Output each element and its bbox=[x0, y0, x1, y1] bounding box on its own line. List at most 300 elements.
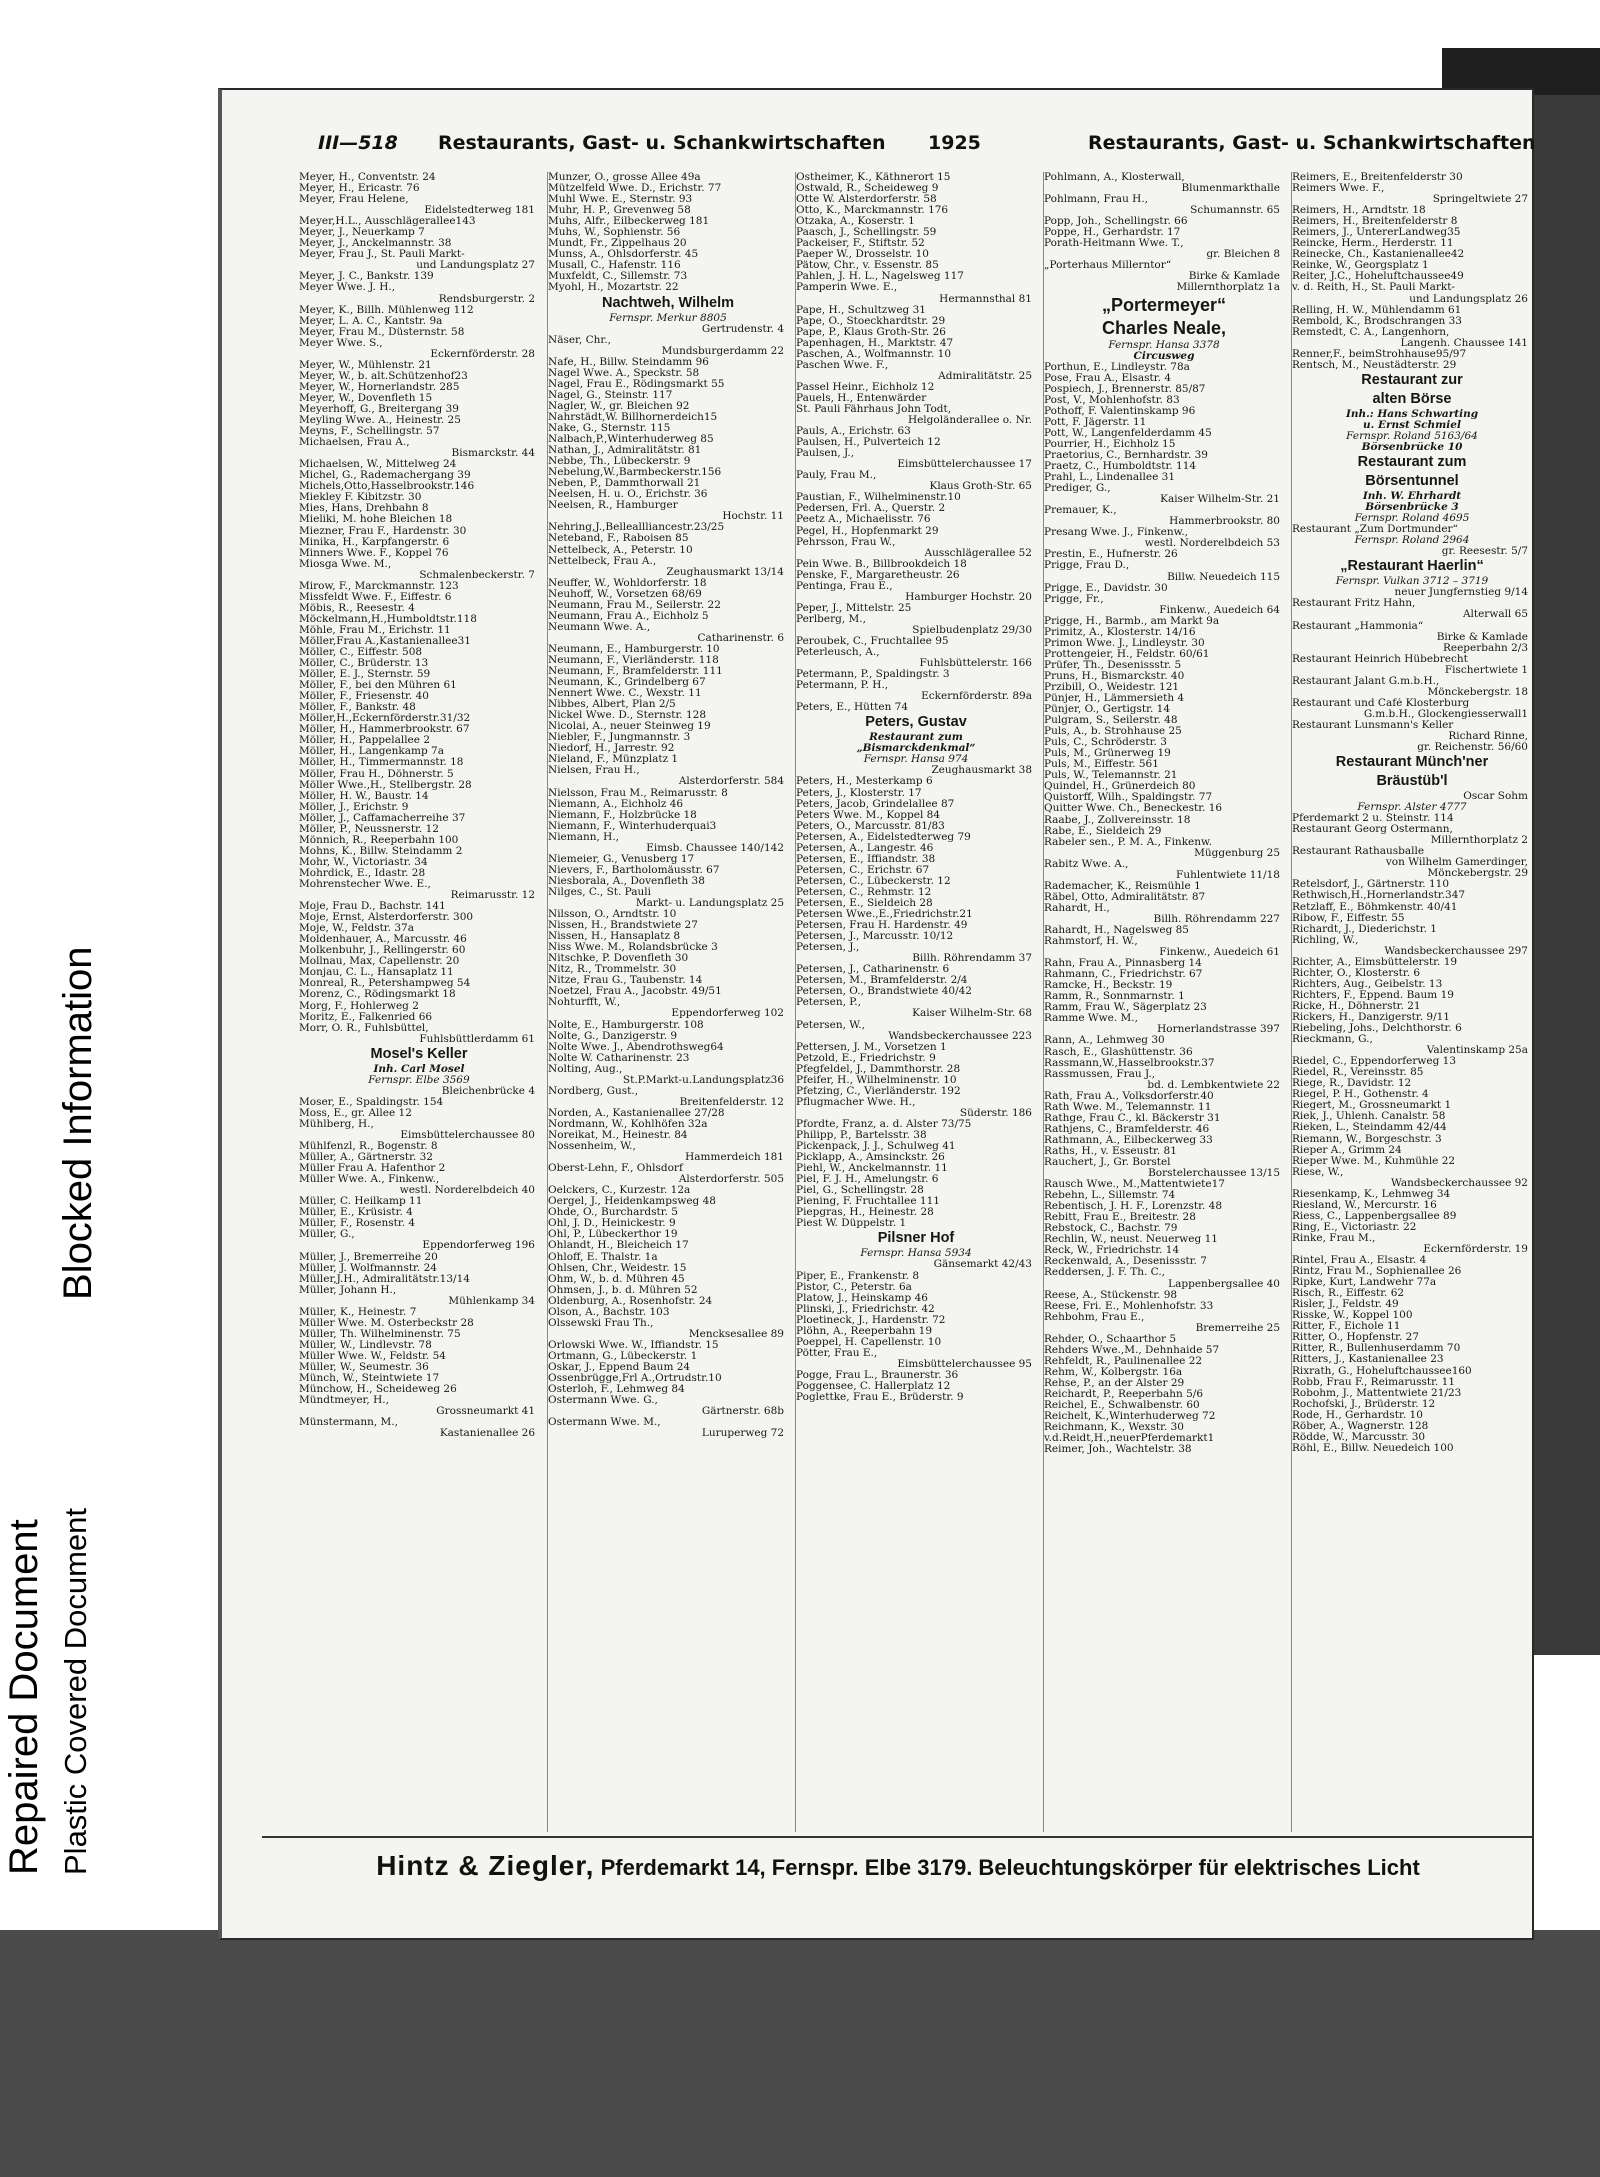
directory-entry: Noetzel, Frau A., Jacobstr. 49/51 bbox=[548, 986, 722, 998]
directory-entry: Ramme Wwe. M., bbox=[1044, 1013, 1138, 1025]
directory-entry: Reimers Wwe. F., bbox=[1292, 183, 1385, 195]
directory-entry: Möller, Frau H., Döhnerstr. 5 bbox=[299, 768, 454, 780]
directory-entry: Nievers, F., Bartholomäusstr. 67 bbox=[548, 864, 720, 876]
entry-continuation: Bleichenbrücke 4 bbox=[441, 1085, 535, 1097]
directory-entry: Müller, C. Heilkamp 11 bbox=[299, 1196, 423, 1208]
phone-line: Fernspr. Alster 4777 bbox=[1357, 802, 1467, 814]
entry-continuation: Zeughausmarkt 38 bbox=[931, 765, 1032, 777]
directory-entry: Mieliki, M. hohe Bleichen 18 bbox=[299, 514, 453, 526]
directory-entry: Müller, G., bbox=[299, 1229, 355, 1241]
directory-entry: Rausch Wwe., M.,Mattentwiete17 bbox=[1044, 1179, 1225, 1191]
directory-entry: Peters, J., Klosterstr. 17 bbox=[796, 787, 922, 799]
directory-entry: Restaurant „Zum Dortmunder“ bbox=[1292, 524, 1458, 536]
directory-entry: Nilsson, O., Arndtstr. 10 bbox=[548, 909, 677, 921]
directory-entry: Münstermann, M., bbox=[299, 1417, 398, 1429]
directory-entry: Piper, E., Frankenstr. 8 bbox=[796, 1270, 920, 1282]
directory-entry: Rath Wwe. M., Telemannstr. 11 bbox=[1044, 1101, 1212, 1113]
year: 1925 bbox=[928, 132, 981, 154]
directory-entry: Nettelbeck, Frau A., bbox=[548, 555, 657, 567]
entry-continuation: Alsterdorferstr. 584 bbox=[678, 776, 784, 788]
directory-entry: Monreal, R., Petershampweg 54 bbox=[299, 978, 471, 990]
entry-continuation: Mencksesallee 89 bbox=[688, 1328, 784, 1340]
directory-entry: Reichel, E., Schwalbenstr. 60 bbox=[1044, 1400, 1200, 1412]
directory-entry: Oberst-Lehn, F., Ohlsdorf bbox=[548, 1163, 683, 1175]
directory-entry: Möhle, Frau M., Erichstr. 11 bbox=[299, 624, 451, 636]
entry-continuation: Valentinskamp 25a bbox=[1426, 1045, 1528, 1057]
directory-entry: Meyer, K., Billh. Mühlenweg 112 bbox=[299, 304, 474, 316]
entry-continuation: Eimsbüttelerchaussee 95 bbox=[897, 1358, 1032, 1370]
entry-continuation: Hammerdeich 181 bbox=[685, 1152, 784, 1164]
directory-entry: Neumann, Frau A., Eichholz 5 bbox=[548, 610, 709, 622]
phone-line: Fernspr. Hansa 5934 bbox=[860, 1248, 972, 1260]
directory-entry: Restaurant und Café Klosterburg bbox=[1292, 697, 1470, 709]
entry-continuation: Langenh. Chaussee 141 bbox=[1400, 337, 1528, 349]
entry-continuation: Grossneumarkt 41 bbox=[436, 1406, 535, 1418]
directory-entry: Mollnau, Max, Capellenstr. 20 bbox=[299, 956, 460, 968]
directory-entry: Röhl, E., Billw. Neuedeich 100 bbox=[1292, 1442, 1454, 1454]
directory-entry: Perlberg, M., bbox=[796, 613, 866, 625]
directory-entry: Peters, Jacob, Grindelallee 87 bbox=[796, 798, 955, 810]
entry-continuation: Millernthorplatz 1a bbox=[1176, 282, 1280, 294]
entry-continuation: Catharinenstr. 6 bbox=[697, 632, 784, 644]
directory-entry: Meyer, H., Ericastr. 76 bbox=[299, 183, 420, 195]
footer-rule bbox=[262, 1836, 1534, 1838]
entry-continuation: Bismarckstr. 44 bbox=[451, 448, 535, 460]
directory-entry: Praetorius, C., Bernhardstr. 39 bbox=[1044, 449, 1208, 461]
directory-entry: Riemann, W., Borgeschstr. 3 bbox=[1292, 1133, 1442, 1145]
directory-entry: Norden, A., Kastanienallee 27/28 bbox=[548, 1107, 725, 1119]
directory-entry: Pott, W., Langenfelderdamm 45 bbox=[1044, 427, 1212, 439]
directory-entry: Morg, F., Hohlerweg 2 bbox=[299, 1000, 419, 1012]
directory-entry: Poglettke, Frau E., Brüderstr. 9 bbox=[796, 1392, 964, 1404]
directory-entry: Premauer, K., bbox=[1044, 505, 1117, 517]
phone-line: Fernspr. Hansa 974 bbox=[863, 754, 969, 766]
directory-entry: Richter, A., Eimsbüttelerstr. 19 bbox=[1292, 956, 1458, 968]
entry-continuation: Richard Rinne, bbox=[1448, 730, 1528, 742]
directory-entry: Petersen Wwe.,E.,Friedrichstr.21 bbox=[796, 909, 973, 921]
directory-entry: Meyns, F., Schellingstr. 57 bbox=[299, 426, 440, 438]
directory-entry: Petermann, P., Spaldingstr. 3 bbox=[796, 669, 950, 681]
directory-entry: Reinecke, Ch., Kastanienallee42 bbox=[1292, 249, 1465, 261]
directory-entry: Peterleusch, A., bbox=[796, 647, 880, 659]
directory-entry: Möller, H. W., Baustr. 14 bbox=[299, 790, 429, 802]
entry-continuation: Birke & Kamlade bbox=[1436, 631, 1528, 643]
directory-entry: Prigge, Frau D., bbox=[1044, 560, 1130, 572]
directory-entry: Miezner, Frau F., Hardenstr. 30 bbox=[299, 525, 467, 537]
directory-entry: Nieland, F., Münzplatz 1 bbox=[548, 754, 679, 766]
entry-continuation: Breitenfelderstr. 12 bbox=[679, 1096, 784, 1108]
directory-entry: Möller, F., bei den Mühren 61 bbox=[299, 680, 457, 692]
directory-entry: Moje, Frau D., Bachstr. 141 bbox=[299, 901, 446, 913]
directory-entry: Riegert, M., Grossneumarkt 1 bbox=[1292, 1100, 1452, 1112]
directory-entry: Morr, O. R., Fuhlsbüttel, bbox=[299, 1022, 429, 1034]
directory-entry: Noreikat, M., Heinestr. 84 bbox=[548, 1129, 688, 1141]
directory-entry: Porath-Heitmann Wwe. T., bbox=[1044, 238, 1184, 250]
directory-column-4 bbox=[1043, 172, 1284, 1832]
directory-entry: Riege, R., Davidstr. 12 bbox=[1292, 1078, 1412, 1090]
entry-continuation: Fuhlsbüttelerstr. 166 bbox=[919, 658, 1032, 670]
directory-entry: Möckelmann,H.,Humboldtstr.118 bbox=[299, 613, 477, 625]
directory-entry: Petersen, J., bbox=[796, 942, 860, 954]
business-heading: Bräustüb'l bbox=[1376, 773, 1448, 790]
entry-continuation: Eimsbüttelerchaussee 17 bbox=[897, 459, 1032, 471]
entry-continuation: Mönckebergstr. 29 bbox=[1427, 868, 1528, 880]
directory-entry: Otte W. Alsterdorferstr. 58 bbox=[796, 194, 937, 206]
directory-entry: Pfegfeldel, J., Dammthorstr. 28 bbox=[796, 1063, 961, 1075]
directory-entry: Passel Heinr., Eichholz 12 bbox=[796, 381, 935, 393]
directory-entry: Neumann, F., Bramfelderstr. 111 bbox=[548, 666, 723, 678]
directory-entry: Monjau, C. L., Hansaplatz 11 bbox=[299, 967, 454, 979]
entry-continuation: Süderstr. 186 bbox=[959, 1107, 1032, 1119]
directory-entry: Nielsen, Frau H., bbox=[548, 765, 640, 777]
directory-entry: Oldenburg, A., Rosenhofstr. 24 bbox=[548, 1295, 713, 1307]
directory-entry: Nebbe, Th., Lübeckerstr. 9 bbox=[548, 456, 691, 468]
entry-continuation: Hornerlandstrasse 397 bbox=[1157, 1024, 1280, 1036]
directory-entry: Muxfeldt, C., Sillemstr. 73 bbox=[548, 271, 688, 283]
directory-entry: Niss Wwe. M., Rolandsbrücke 3 bbox=[548, 942, 718, 954]
directory-entry: Müller Wwe. M. Osterbeckstr 28 bbox=[299, 1317, 474, 1329]
directory-entry: Rebitt, Frau E., Breitestr. 28 bbox=[1044, 1212, 1196, 1224]
entry-continuation: Wandsbeckerchaussee 297 bbox=[1384, 945, 1528, 957]
directory-entry: Rode, H., Gerhardstr. 10 bbox=[1292, 1409, 1423, 1421]
directory-entry: Meyer, J., Anckelmannstr. 38 bbox=[299, 238, 452, 250]
directory-entry: Niemann, A., Eichholz 46 bbox=[548, 798, 684, 810]
entry-continuation: Fuhlentwiete 11/18 bbox=[1176, 869, 1280, 881]
directory-entry: Remstedt, C. A., Langenhorn, bbox=[1292, 326, 1450, 338]
entry-continuation: bd. d. Lembkentwiete 22 bbox=[1147, 1079, 1280, 1091]
directory-entry: Ortmann, G., Lübeckerstr. 1 bbox=[548, 1350, 698, 1362]
directory-entry: Rochofski, J., Brüderstr. 12 bbox=[1292, 1398, 1436, 1410]
directory-entry: Pauls, A., Erichstr. 63 bbox=[796, 426, 911, 438]
directory-entry: Neumann, K., Grindelberg 67 bbox=[548, 677, 706, 689]
directory-entry: Muhs, Alfr., Eilbeckerweg 181 bbox=[548, 216, 710, 228]
business-subline: „Bismarckdenkmal“ bbox=[856, 743, 976, 755]
directory-entry: Nahrstädt,W. Billhornerdeich15 bbox=[548, 411, 718, 423]
business-heading: Restaurant Münch'ner bbox=[1335, 754, 1489, 771]
directory-entry: Pflugmacher Wwe. H., bbox=[796, 1096, 916, 1108]
directory-entry: Orlowski Wwe. W., Iffiandstr. 15 bbox=[548, 1339, 719, 1351]
directory-entry: Paulsen, H., Pulverteich 12 bbox=[796, 437, 941, 449]
directory-column-2 bbox=[547, 172, 788, 1832]
directory-entry: Rieper Wwe. M., Kuhmühle 22 bbox=[1292, 1155, 1456, 1167]
directory-entry: Muhs, W., Sophienstr. 56 bbox=[548, 227, 681, 239]
entry-continuation: Hochstr. 11 bbox=[722, 511, 784, 523]
business-subline: Börsenbrücke 3 bbox=[1365, 502, 1459, 514]
directory-entry: Rehse, P., an der Alster 29 bbox=[1044, 1377, 1185, 1389]
entry-continuation: Millernthorplatz 2 bbox=[1430, 835, 1528, 847]
phone-line: Fernspr. Vulkan 3712 – 3719 bbox=[1335, 576, 1489, 588]
directory-entry: Meyer Wwe. J. H., bbox=[299, 282, 396, 294]
directory-entry: Reddersen, J. F. Th. C., bbox=[1044, 1267, 1166, 1279]
directory-entry: Ostwald, R., Scheideweg 9 bbox=[796, 183, 939, 195]
directory-entry: Nibbes, Albert, Plan 2/5 bbox=[548, 699, 676, 711]
directory-entry: Petersen, J., Marcusstr. 10/12 bbox=[796, 931, 954, 943]
directory-entry: Puls, C., Schröderstr. 3 bbox=[1044, 737, 1167, 749]
business-heading: Nachtweh, Wilhelm bbox=[601, 294, 734, 311]
directory-entry: Petersen, M., Bramfelderstr. 2/4 bbox=[796, 975, 968, 987]
directory-entry: Restaurant Georg Ostermann, bbox=[1292, 824, 1453, 836]
business-heading: Peters, Gustav bbox=[865, 714, 967, 731]
entry-continuation: Kastanienallee 26 bbox=[439, 1428, 535, 1440]
directory-entry: Munzer, O., grosse Allee 49a bbox=[548, 172, 701, 183]
directory-entry: Riesland, W., Mercurstr. 16 bbox=[1292, 1199, 1437, 1211]
directory-entry: Raabe, J., Zollvereinsstr. 18 bbox=[1044, 814, 1191, 826]
directory-entry: Rödde, W., Marcusstr. 30 bbox=[1292, 1431, 1426, 1443]
directory-entry: Reimers, J., UntererLandweg35 bbox=[1292, 227, 1461, 239]
entry-continuation: Fischertwiete 1 bbox=[1444, 664, 1528, 676]
business-subline: Inh. W. Ehrhardt bbox=[1362, 491, 1462, 503]
directory-entry: Möller, H., Pappelallee 2 bbox=[299, 735, 431, 747]
directory-entry: Pfetzing, C., Vierländerstr. 192 bbox=[796, 1085, 961, 1097]
directory-entry: Münchow, H., Scheideweg 26 bbox=[299, 1384, 457, 1396]
directory-entry: Pose, Frau A., Elsastr. 4 bbox=[1044, 372, 1171, 384]
entry-continuation: Birke & Kamlade bbox=[1188, 271, 1280, 283]
entry-continuation: westl. Norderelbdeich 53 bbox=[1144, 538, 1280, 550]
directory-entry: Müller, J. Wolfmannstr. 24 bbox=[299, 1262, 437, 1274]
entry-continuation: Blumenmarkthalle bbox=[1181, 183, 1280, 195]
directory-entry: Puls, M., Eiffestr. 561 bbox=[1044, 759, 1159, 771]
directory-entry: Richling, W., bbox=[1292, 934, 1359, 946]
directory-entry: Meyer Wwe. S., bbox=[299, 337, 383, 349]
directory-entry: Reimers, H., Arndtstr. 18 bbox=[1292, 205, 1426, 217]
directory-column-5 bbox=[1291, 172, 1532, 1832]
directory-entry: Ohlsen, Chr., Weidestr. 15 bbox=[548, 1262, 687, 1274]
directory-entry: Riess, C., Lappenbergsallee 89 bbox=[1292, 1210, 1457, 1222]
directory-entry: Petersen, E., Sieldeich 28 bbox=[796, 898, 933, 909]
directory-entry: Pospiech, J., Brennerstr. 85/87 bbox=[1044, 383, 1206, 395]
directory-entry: Meyer, W., Dovenfleth 15 bbox=[299, 392, 433, 404]
directory-entry: Rentsch, M., Neustädterstr. 29 bbox=[1292, 359, 1457, 371]
directory-entry: Mies, Hans, Drehbahn 8 bbox=[299, 503, 429, 515]
entry-continuation: Eppendorferweg 196 bbox=[422, 1240, 535, 1252]
directory-entry: Peters, H., Mesterkamp 6 bbox=[796, 776, 933, 788]
directory-entry: Nagel Wwe. A., Speckstr. 58 bbox=[548, 367, 700, 379]
directory-entry: Meyer, J. C., Bankstr. 139 bbox=[299, 271, 434, 283]
directory-entry: Niemeier, G., Venusberg 17 bbox=[548, 853, 695, 865]
entry-continuation: Alterwall 65 bbox=[1462, 609, 1528, 621]
directory-entry: Rassmussen, Frau J., bbox=[1044, 1068, 1156, 1080]
side-labels bbox=[0, 760, 135, 1910]
entry-continuation: Borstelerchaussee 13/15 bbox=[1148, 1168, 1280, 1180]
directory-entry: Neumann, Frau M., Seilerstr. 22 bbox=[548, 599, 721, 611]
business-subline: Börsenbrücke 10 bbox=[1361, 441, 1463, 453]
directory-entry: Näser, Chr., bbox=[548, 334, 611, 346]
advertisement-footer bbox=[262, 1850, 1534, 1882]
directory-entry: Puls, A., b. Strohhause 25 bbox=[1044, 726, 1182, 738]
entry-continuation: Eimsb. Chaussee 140/142 bbox=[646, 842, 784, 854]
directory-entry: Nennert Wwe. C., Wexstr. 11 bbox=[548, 688, 702, 700]
directory-entry: Mützelfeld Wwe. D., Erichstr. 77 bbox=[548, 183, 722, 195]
directory-entry: Riebeling, Johs., Delchthorstr. 6 bbox=[1292, 1023, 1462, 1035]
left-running-title: Restaurants, Gast- u. Schankwirtschaften bbox=[438, 132, 886, 154]
directory-entry: Michel, G., Rademachergang 39 bbox=[299, 470, 471, 482]
scan-background-top bbox=[0, 0, 1600, 52]
directory-entry: Petzold, E., Friedrichstr. 9 bbox=[796, 1052, 936, 1064]
directory-entry: Ramcke, H., Beckstr. 19 bbox=[1044, 980, 1173, 992]
entry-continuation: Alsterdorferstr. 505 bbox=[678, 1174, 784, 1186]
directory-entry: Nagel, G., Steinstr. 117 bbox=[548, 389, 673, 401]
directory-entry: Muhl Wwe. E., Sternstr. 93 bbox=[548, 194, 693, 206]
directory-entry: Restaurant Lunsmann's Keller bbox=[1292, 719, 1454, 731]
entry-continuation: Eidelstedterweg 181 bbox=[424, 205, 535, 217]
directory-entry: Räbel, Otto, Admiralitätstr. 87 bbox=[1044, 891, 1206, 903]
directory-entry: Retelsdorf, J., Gärtnerstr. 110 bbox=[1292, 879, 1450, 891]
entry-continuation: Gertrudenstr. 4 bbox=[701, 323, 784, 335]
business-subline: u. Ernst Schmiel bbox=[1363, 419, 1461, 431]
directory-entry: Neelsen, H. u. O., Erichstr. 36 bbox=[548, 489, 708, 501]
directory-entry: Ritter, O., Hopfenstr. 27 bbox=[1292, 1332, 1420, 1344]
directory-entry: Petersen, A., Eidelstedterweg 79 bbox=[796, 831, 971, 843]
directory-entry: Meyling Wwe. A., Heinestr. 25 bbox=[299, 415, 461, 427]
directory-columns bbox=[299, 172, 1533, 1832]
directory-entry: Rahn, Frau A., Pinnasberg 14 bbox=[1044, 958, 1202, 970]
directory-entry: Nissen, H., Brandstwiete 27 bbox=[548, 920, 698, 932]
business-heading: Pilsner Hof bbox=[877, 1230, 955, 1247]
directory-entry: Rabitz Wwe. A., bbox=[1044, 858, 1129, 870]
directory-entry: Peters Wwe. M., Koppel 84 bbox=[796, 809, 941, 821]
directory-entry: Praetz, C., Humboldtstr. 114 bbox=[1044, 461, 1197, 473]
directory-entry: Pourrier, H., Eichholz 15 bbox=[1044, 438, 1176, 450]
directory-entry: Rassmann,W.,Hasselbrookstr.37 bbox=[1044, 1057, 1215, 1069]
entry-continuation: und Landungsplatz 26 bbox=[1409, 293, 1528, 305]
directory-entry: Petersen, C., Erichstr. 67 bbox=[796, 864, 930, 876]
directory-entry: Morenz, C., Rödingsmarkt 18 bbox=[299, 989, 456, 1001]
directory-entry: Mohns, K., Billw. Steindamm 2 bbox=[299, 845, 463, 857]
directory-entry: Ossenbrügge,Frl A.,Ortrudstr.10 bbox=[548, 1373, 722, 1385]
label-blocked-information: Blocked Information bbox=[56, 946, 100, 1300]
directory-entry: Peroubek, C., Fruchtallee 95 bbox=[796, 635, 949, 647]
directory-entry: Prahl, L., Lindenallee 31 bbox=[1044, 472, 1176, 484]
directory-entry: Pfeifer, H., Wilhelminenstr. 10 bbox=[796, 1074, 957, 1086]
directory-entry: Quistorff, Wilh., Spaldingstr. 77 bbox=[1044, 792, 1213, 804]
directory-entry: Poeppel, H. Capellenstr. 10 bbox=[796, 1336, 942, 1348]
directory-entry: Nolte, E., Hamburgerstr. 108 bbox=[548, 1019, 704, 1031]
entry-continuation: Fuhlsbüttlerdamm 61 bbox=[419, 1033, 535, 1045]
directory-entry: Risler, J., Feldstr. 49 bbox=[1292, 1299, 1399, 1311]
directory-entry: Müller, E., Krüsistr. 4 bbox=[299, 1207, 413, 1219]
directory-entry: Pehrsson, Frau W., bbox=[796, 536, 896, 548]
directory-entry: Meyer, W., Mühlenstr. 21 bbox=[299, 359, 432, 371]
entry-continuation: Eckernförderstr. 19 bbox=[1423, 1243, 1528, 1255]
entry-continuation: Klaus Groth-Str. 65 bbox=[929, 481, 1032, 493]
entry-continuation: Schumannstr. 65 bbox=[1190, 205, 1280, 217]
directory-entry: Osterloh, F., Lehmweg 84 bbox=[548, 1384, 685, 1396]
directory-entry: Mirow, F., Marckmannstr. 123 bbox=[299, 580, 459, 592]
directory-entry: Röber, A., Wagnerstr. 128 bbox=[1292, 1420, 1429, 1432]
directory-entry: Rebehn, L., Sillemstr. 74 bbox=[1044, 1190, 1176, 1202]
directory-entry: Müller, A., Gärtnerstr. 32 bbox=[299, 1152, 433, 1164]
entry-continuation: Eimsbüttelerchaussee 80 bbox=[400, 1129, 535, 1141]
directory-entry: Nilges, C., St. Pauli bbox=[548, 886, 651, 898]
directory-entry: Pünjer, O., Gertigstr. 14 bbox=[1044, 704, 1171, 716]
directory-entry: Niemann, F., Holzbrücke 18 bbox=[548, 809, 697, 821]
directory-entry: Rath, Frau A., Volksdorferstr.40 bbox=[1044, 1090, 1214, 1102]
directory-entry: Reck, W., Friedrichstr. 14 bbox=[1044, 1245, 1180, 1257]
directory-entry: Retzlaff, E., Böhmkenstr. 40/41 bbox=[1292, 901, 1458, 913]
directory-entry: Nielsson, Frau M., Reimarusstr. 8 bbox=[548, 787, 728, 799]
directory-entry: Rehbohm, Frau E., bbox=[1044, 1311, 1145, 1323]
directory-entry: Müller, J., Bremerreihe 20 bbox=[299, 1251, 438, 1263]
directory-entry: Quitter Wwe. Ch., Beneckestr. 16 bbox=[1044, 803, 1223, 815]
directory-entry: Piest W. Düppelstr. 1 bbox=[796, 1218, 907, 1230]
directory-entry: Müller, K., Heinestr. 7 bbox=[299, 1306, 417, 1318]
directory-entry: Ohl, J. D., Heinickestr. 9 bbox=[548, 1218, 676, 1230]
directory-entry: Neumann, F., Vierländerstr. 118 bbox=[548, 654, 719, 666]
directory-entry: Riegel, P. H., Gothenstr. 4 bbox=[1292, 1089, 1429, 1101]
running-head bbox=[318, 132, 1536, 162]
directory-entry: Rehm, W., Kolbergstr. 16a bbox=[1044, 1366, 1183, 1378]
directory-entry: Rahardt, H., Nagelsweg 85 bbox=[1044, 925, 1189, 936]
directory-entry: Minika, H., Karpfangerstr. 6 bbox=[299, 536, 450, 548]
directory-entry: Möller, F., Friesenstr. 40 bbox=[299, 691, 429, 703]
directory-entry: Ostermann Wwe. M., bbox=[548, 1417, 661, 1429]
directory-entry: Michaelsen, Frau A., bbox=[299, 437, 410, 449]
directory-entry: Restaurant Fritz Hahn, bbox=[1292, 598, 1416, 610]
directory-entry: Rinke, Frau M., bbox=[1292, 1232, 1376, 1244]
entry-continuation: Hamburger Hochstr. 20 bbox=[905, 591, 1032, 603]
directory-entry: Restaurant Rathausballe bbox=[1292, 846, 1425, 858]
directory-entry: Müller Wwe. W., Feldstr. 54 bbox=[299, 1350, 446, 1362]
directory-entry: Ritters, J., Kastanienallee 23 bbox=[1292, 1354, 1444, 1366]
directory-entry: Prediger, G., bbox=[1044, 483, 1111, 495]
directory-entry: Pape, O., Stoeckhardtstr. 29 bbox=[796, 315, 946, 327]
directory-entry: Rehder, O., Schaarthor 5 bbox=[1044, 1333, 1177, 1345]
directory-entry: Przibill, O., Weidestr. 121 bbox=[1044, 681, 1180, 693]
directory-entry: Neteband, F., Raboisen 85 bbox=[548, 533, 689, 545]
directory-entry: Rathmann, A., Eilbeckerweg 33 bbox=[1044, 1134, 1213, 1146]
directory-entry: Reimer, Joh., Wachtelstr. 38 bbox=[1044, 1444, 1192, 1456]
directory-entry: Nohturfft, W., bbox=[548, 997, 621, 1009]
directory-entry: Möller, H., Timmermannstr. 18 bbox=[299, 757, 464, 769]
directory-entry: Pruns, H., Bismarckstr. 40 bbox=[1044, 670, 1185, 682]
directory-entry: Rebstock, C., Bachstr. 79 bbox=[1044, 1223, 1178, 1235]
label-plastic-covered-document: Plastic Covered Document bbox=[58, 1508, 93, 1875]
directory-entry: Olson, A., Bachstr. 103 bbox=[548, 1306, 670, 1318]
directory-entry: Rasch, E., Glashüttenstr. 36 bbox=[1044, 1046, 1193, 1058]
entry-continuation: gr. Bleichen 8 bbox=[1206, 249, 1280, 261]
entry-continuation: Kaiser Wilhelm-Str. 21 bbox=[1160, 494, 1280, 506]
entry-continuation: Springeltwiete 27 bbox=[1432, 194, 1528, 206]
entry-continuation: Müggenburg 25 bbox=[1194, 847, 1280, 859]
directory-page bbox=[218, 88, 1534, 1940]
directory-entry: Poggensee, C. Hallerplatz 12 bbox=[796, 1380, 951, 1392]
directory-entry: Primon Wwe. J., Lindleystr. 30 bbox=[1044, 637, 1205, 649]
directory-entry: Pferdemarkt 2 u. Steinstr. 114 bbox=[1292, 813, 1454, 825]
directory-entry: Mühlfenzl, R., Bogenstr. 8 bbox=[299, 1141, 438, 1153]
directory-entry: Richters, Aug., Geibelstr. 13 bbox=[1292, 978, 1443, 990]
entry-continuation: Gänsemarkt 42/43 bbox=[933, 1259, 1032, 1271]
directory-entry: Neuhoff, W., Vorsetzen 68/69 bbox=[548, 588, 702, 600]
directory-entry: Prigge, E., Davidstr. 30 bbox=[1044, 582, 1168, 594]
directory-entry: Robb, Frau F., Reimarusstr. 11 bbox=[1292, 1376, 1456, 1388]
directory-entry: Neelsen, R., Hamburger bbox=[548, 500, 678, 512]
directory-entry: Niesborala, A., Dovenfleth 38 bbox=[548, 875, 705, 887]
directory-entry: Petersen, J., Catharinenstr. 6 bbox=[796, 964, 950, 976]
directory-entry: Neumann Wwe. A., bbox=[548, 621, 651, 633]
directory-entry: Papenhagen, H., Marktstr. 47 bbox=[796, 337, 954, 349]
directory-entry: Rebentisch, J. H. F., Lorenzstr. 48 bbox=[1044, 1201, 1222, 1213]
directory-entry: Ostheimer, K., Käthnerort 15 bbox=[796, 172, 951, 183]
directory-entry: Pothoff, F. Valentinskamp 96 bbox=[1044, 405, 1196, 417]
directory-entry: Reimers, E., Breitenfelderstr 30 bbox=[1292, 172, 1463, 183]
directory-entry: Pünjer, H., Lämmersieth 4 bbox=[1044, 693, 1185, 705]
directory-entry: Mohrdick, E., Idastr. 28 bbox=[299, 867, 426, 879]
directory-entry: Missfeldt Wwe. F., Eiffestr. 6 bbox=[299, 591, 452, 603]
directory-entry: „Porterhaus Millerntor“ bbox=[1044, 260, 1172, 272]
directory-entry: Reiter, J.C., Hoheluftchaussee49 bbox=[1292, 271, 1464, 283]
directory-entry: Möbis, R., Reesestr. 4 bbox=[299, 602, 415, 614]
directory-entry: Nehring,J.,Belleallliancestr.23/25 bbox=[548, 522, 725, 534]
